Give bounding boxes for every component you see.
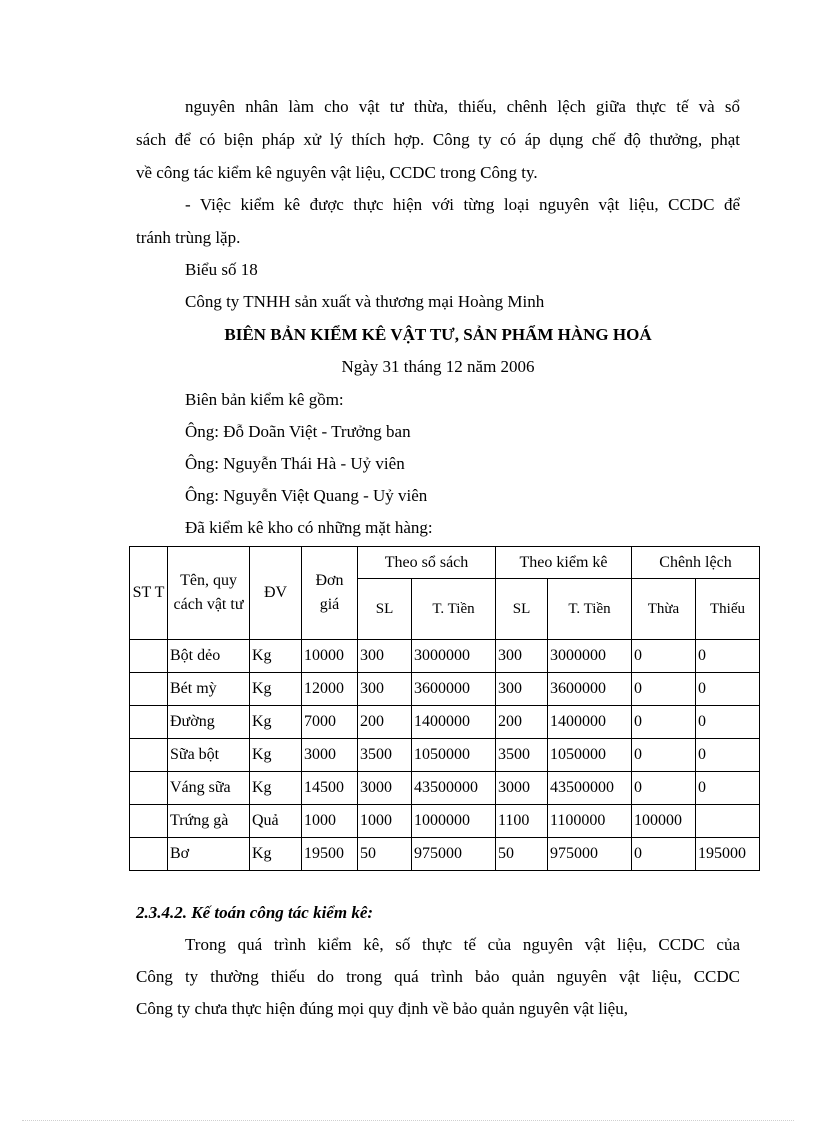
header-count: Theo kiểm kê (496, 547, 632, 579)
cell-amt2: 1050000 (548, 739, 632, 772)
cell-sl1: 300 (358, 640, 412, 673)
cell-price: 3000 (302, 739, 358, 772)
cell-shortage (696, 805, 760, 838)
header-amount-books: T. Tiền (412, 579, 496, 640)
header-surplus: Thừa (632, 579, 696, 640)
cell-amt1: 1050000 (412, 739, 496, 772)
cell-amt1: 43500000 (412, 772, 496, 805)
cell-sl1: 1000 (358, 805, 412, 838)
cell-shortage: 0 (696, 772, 760, 805)
cell-amt2: 43500000 (548, 772, 632, 805)
paragraph-line: về công tác kiểm kê nguyên vật liệu, CCDC trong Công ty. (136, 163, 538, 182)
cell-shortage: 0 (696, 640, 760, 673)
header-stt: ST T (130, 547, 168, 640)
cell-stt (130, 673, 168, 706)
header-name: Tên, quy cách vật tư (168, 547, 250, 640)
cell-stt (130, 640, 168, 673)
form-number: Biểu số 18 (185, 260, 258, 279)
cell-amt1: 1400000 (412, 706, 496, 739)
cell-surplus: 0 (632, 640, 696, 673)
cell-amt2: 1100000 (548, 805, 632, 838)
cell-sl2: 300 (496, 673, 548, 706)
cell-stt (130, 706, 168, 739)
cell-amt1: 3600000 (412, 673, 496, 706)
cell-sl1: 300 (358, 673, 412, 706)
table-intro: Đã kiểm kê kho có những mặt hàng: (185, 518, 433, 537)
paragraph-line: nguyên nhân làm cho vật tư thừa, thiếu, chênh lệch giữa thực tế và sổ (185, 97, 740, 116)
header-books: Theo sổ sách (358, 547, 496, 579)
committee-member: Ông: Đỗ Doãn Việt - Trưởng ban (185, 422, 411, 441)
cell-stt (130, 739, 168, 772)
cell-unit: Kg (250, 673, 302, 706)
table-row (130, 772, 760, 805)
company-name: Công ty TNHH sản xuất và thương mại Hoàng Minh (185, 292, 545, 311)
cell-amt2: 3600000 (548, 673, 632, 706)
header-sl-count: SL (496, 579, 548, 640)
cell-amt1: 3000000 (412, 640, 496, 673)
cell-stt (130, 772, 168, 805)
cell-sl1: 3000 (358, 772, 412, 805)
cell-price: 14500 (302, 772, 358, 805)
committee-member: Ông: Nguyễn Thái Hà - Uỷ viên (185, 454, 405, 473)
cell-surplus: 0 (632, 706, 696, 739)
cell-name: Bơ (168, 838, 250, 871)
paragraph-line: sách để có biện pháp xử lý thích hợp. Công ty có áp dụng chế độ thưởng, phạt (136, 130, 740, 149)
table-row (130, 838, 760, 871)
cell-price: 1000 (302, 805, 358, 838)
paragraph-line: tránh trùng lặp. (136, 228, 241, 247)
committee-intro: Biên bản kiểm kê gồm: (185, 390, 344, 409)
cell-amt2: 975000 (548, 838, 632, 871)
cell-unit: Kg (250, 772, 302, 805)
cell-surplus: 100000 (632, 805, 696, 838)
cell-shortage: 195000 (696, 838, 760, 871)
cell-unit: Kg (250, 706, 302, 739)
cell-amt1: 975000 (412, 838, 496, 871)
cell-price: 19500 (302, 838, 358, 871)
header-amount-count: T. Tiền (548, 579, 632, 640)
header-price: Đơn giá (302, 547, 358, 640)
inventory-table (129, 546, 760, 871)
document-title: BIÊN BẢN KIỂM KÊ VẬT TƯ, SẢN PHẨM HÀNG HOÁ (224, 325, 652, 344)
cell-stt (130, 805, 168, 838)
cell-amt2: 3000000 (548, 640, 632, 673)
cell-sl2: 1100 (496, 805, 548, 838)
cell-sl1: 200 (358, 706, 412, 739)
cell-stt (130, 838, 168, 871)
cell-unit: Kg (250, 739, 302, 772)
cell-amt2: 1400000 (548, 706, 632, 739)
cell-sl2: 200 (496, 706, 548, 739)
cell-surplus: 0 (632, 838, 696, 871)
document-date: Ngày 31 tháng 12 năm 2006 (341, 357, 535, 376)
table-row (130, 805, 760, 838)
cell-name: Đường (168, 706, 250, 739)
cell-price: 10000 (302, 640, 358, 673)
cell-name: Trứng gà (168, 805, 250, 838)
header-unit: ĐV (250, 547, 302, 640)
cell-name: Bét mỳ (168, 673, 250, 706)
cell-shortage: 0 (696, 739, 760, 772)
paragraph-line: Công ty thường thiếu do trong quá trình bảo quản nguyên vật liệu, CCDC (136, 967, 740, 986)
cell-sl2: 3500 (496, 739, 548, 772)
header-diff: Chênh lệch (632, 547, 760, 579)
table-row (130, 640, 760, 673)
cell-unit: Kg (250, 640, 302, 673)
cell-shortage: 0 (696, 673, 760, 706)
cell-surplus: 0 (632, 772, 696, 805)
section-heading: 2.3.4.2. Kế toán công tác kiểm kê: (136, 903, 374, 922)
header-shortage: Thiếu (696, 579, 760, 640)
cell-sl2: 300 (496, 640, 548, 673)
cell-amt1: 1000000 (412, 805, 496, 838)
header-sl-books: SL (358, 579, 412, 640)
page-bottom-border (22, 1120, 794, 1121)
paragraph-line: Trong quá trình kiểm kê, số thực tế của nguyên vật liệu, CCDC của (185, 935, 740, 954)
paragraph-line: Công ty chưa thực hiện đúng mọi quy định về bảo quản nguyên vật liệu, (136, 999, 628, 1018)
table-row (130, 706, 760, 739)
cell-name: Váng sữa (168, 772, 250, 805)
cell-sl2: 50 (496, 838, 548, 871)
cell-surplus: 0 (632, 739, 696, 772)
cell-surplus: 0 (632, 673, 696, 706)
cell-unit: Quả (250, 805, 302, 838)
cell-name: Bột dẻo (168, 640, 250, 673)
table-row (130, 673, 760, 706)
cell-shortage: 0 (696, 706, 760, 739)
cell-name: Sữa bột (168, 739, 250, 772)
cell-sl1: 50 (358, 838, 412, 871)
table-row (130, 739, 760, 772)
cell-price: 7000 (302, 706, 358, 739)
cell-price: 12000 (302, 673, 358, 706)
cell-sl2: 3000 (496, 772, 548, 805)
cell-sl1: 3500 (358, 739, 412, 772)
committee-member: Ông: Nguyễn Việt Quang - Uỷ viên (185, 486, 428, 505)
cell-unit: Kg (250, 838, 302, 871)
paragraph-line: - Việc kiểm kê được thực hiện với từng loại nguyên vật liệu, CCDC để (185, 195, 740, 214)
